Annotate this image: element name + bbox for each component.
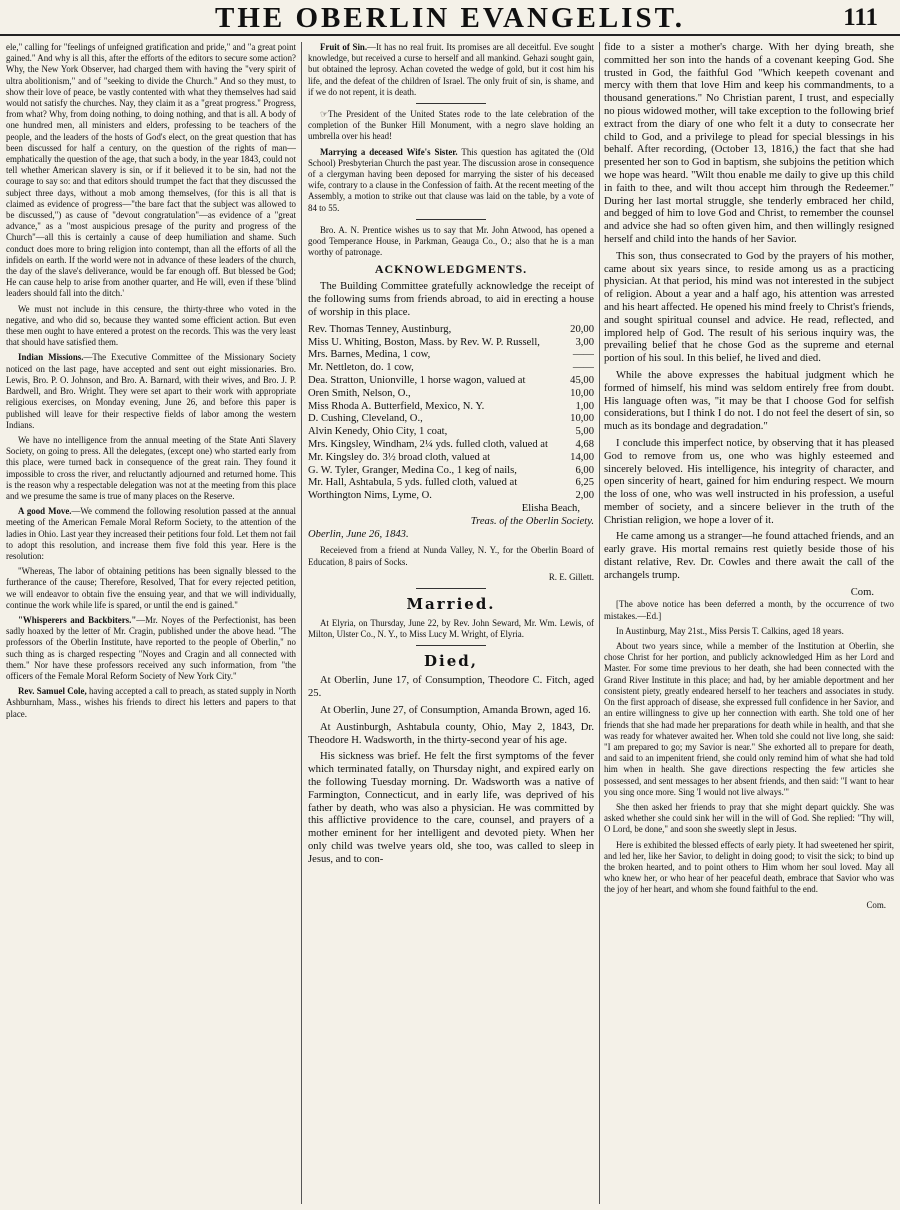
divider	[416, 645, 486, 646]
item-body: —The Executive Committee of the Missionary Society noticed on the last page, have accepted and sent out eight missionaries. Bro. Lewis, Bro. P. O. Johnson, and Bro. A. Barnard, with their wives, and Bro. J. P. Bardwell, and Bro. Wright. They were set apart to their work with appropriate religious exercises, on Monday evening, June 26, and before this paper is published will leave for their respective fields of labor among the western Indians.	[6, 352, 296, 430]
indian-missions-item	[6, 352, 296, 430]
donor-name: Rev. Thomas Tenney, Austinburg,	[308, 323, 452, 335]
obituary-text: His sickness was brief. He felt the first symptoms of the fever which terminated fatally, on Thursday night, and expired early on the following Tuesday morning. Dr. Wadsworth was a native of Farmington, Connecticut, and in early life, was deprived of his father by death, who was also a physician. He was committed by this afflictive providence to the care, counsel, and prayers of a mother eminent for her intelligent and devoted piety. When her only child was twelve years old, she too, was called to sleep in Jesus, and to con-	[308, 751, 594, 865]
column-rule	[301, 42, 302, 1204]
donation-amount: 10,00	[570, 413, 594, 425]
acknowledgment-entry	[308, 426, 594, 439]
item-body: —It has no real fruit. Its promises are all deceitful. Eve sought knowledge, but received a curse to herself and all mankind. Gehazi sought gain, but obtained the leprosy. Achan coveted the wedge of gold, but it cost him his life, and the defeat of the children of Israel. The only fruit of sin, is shame, and if we do not repent, it is death.	[308, 42, 594, 97]
acknowledgment-entry	[308, 490, 594, 503]
fruit-of-sin-item	[308, 42, 594, 98]
acknowledgment-entry	[308, 452, 594, 465]
calkins-notice-text: Here is exhibited the blessed effects of early piety. It had sweetened her spirit, and led her, like her Savior, to delight in doing good; to visit the sick; to bind up the broken hearted, and to point others to Him whom her soul loved. May all who knew her, or who hear of her peaceful death, embrace that Savior who was the joy of her heart, and whom she found faithful to the end.	[604, 839, 894, 895]
calkins-notice-text: About two years since, while a member of the Institution at Oberlin, she chose Christ for her portion, and publicly acknowledged Him as her Lord and Master. For some time previous to her death, she had been connected with the Grand River Institute in this place; and had, by her amiable deportment and her consistent piety, greatly endeared herself to her teachers and associates in study. On the first approach of disease, she expressed full confidence in her Savior, and an entire willingness to give up her connection with earth. She told one of her friends that she had made her preparations for death while in health, and that she was ready for whatever awaited her. When told she could not live long, she said: "I am prepared to go; my Savior is near." She exhorted all to prepare for death, and said to an impenitent friend, she could only remind him of what she had told him when in health. She gave directions respecting the few articles she possessed, and sent messages to her absent friends, and then said: "I want to hear you sing once more. Sing 'I would not live always.'"	[604, 641, 894, 797]
donation-amount: 10,00	[570, 387, 594, 399]
acknowledgment-entry	[308, 401, 594, 414]
acknowledgments-date: Oberlin, June 26, 1843.	[308, 528, 409, 540]
acknowledgment-entry	[308, 388, 594, 401]
socks-signature: R. E. Gillett.	[548, 571, 594, 582]
item-heading: Marrying a deceased Wife's Sister.	[320, 146, 458, 157]
item-heading: Indian Missions.	[18, 352, 84, 363]
item-heading: Rev. Samuel Cole,	[18, 686, 87, 697]
article-text: We must not include in this censure, the thirty-three who voted in the negative, and who did so, because they wanted some efficient action. But even these men ought to have entered a protest on the records. This was the very least that should have satisfied them.	[6, 303, 296, 348]
donation-amount: 14,00	[570, 451, 594, 463]
marriage-notice: At Elyria, on Thursday, June 22, by Rev. John Seward, Mr. Wm. Lewis, of Milton, Ulster Co., N. Y., to Miss Lucy M. Wright, of Elyria.	[308, 618, 594, 640]
donation-amount: ——	[572, 362, 594, 374]
newspaper-title: THE OBERLIN EVANGELIST.	[214, 2, 686, 34]
column-rule	[599, 42, 600, 1204]
item-body: —We commend the following resolution passed at the annual meeting of the American Female Moral Reform Society, to the attention of the ladies in Ohio. Last year they increased their petitions four fold. Let them not fail to adopt this resolution, and increase them five fold this year. Here is the resolution:	[6, 506, 296, 561]
item-heading: Bro. A. N. Prentice	[320, 224, 392, 235]
cole-item	[6, 686, 296, 720]
donation-amount: 20,00	[570, 323, 594, 335]
whisperers-item	[6, 615, 296, 682]
acknowledgment-entry	[308, 375, 594, 388]
treasurer-title: Treas. of the Oberlin Society.	[470, 515, 594, 527]
donation-amount: 1,00	[575, 400, 594, 412]
column-3	[604, 42, 894, 1204]
item-body: having accepted a call to preach, as stated supply in North Ashburnham, Mass., wishes his friends to direct his letters and papers to that place.	[6, 686, 296, 719]
item-body: The President of the United States rode to the late celebration of the completion of the Bunker Hill Monument, with a negro slave holding an umbrella over his head!	[308, 109, 594, 142]
page-number: 111	[843, 4, 878, 31]
donor-name: Mr. Hall, Ashtabula, 5 yds. fulled cloth, valued at	[308, 477, 518, 489]
donor-name: Mr. Kingsley do. 3½ broad cloth, valued at	[308, 451, 491, 463]
calkins-signature: Com.	[866, 899, 886, 910]
obituary-signature: Com.	[850, 586, 874, 598]
good-move-item	[6, 506, 296, 562]
treasurer-name: Elisha Beach,	[521, 503, 580, 514]
calkins-notice-text: She then asked her friends to pray that she might depart quickly. She was asked whether she could sink her will in the will of God. She replied: "Thy will, O Lord, be done," and soon she sweetly slept in Jesus.	[604, 801, 894, 835]
donor-name: Mrs. Kingsley, Windham, 2¼ yds. fulled cloth, valued at	[308, 439, 548, 451]
item-body: —Mr. Noyes of the Perfectionist, has been sadly hoaxed by the letter of Mr. Cragin, published under the above head. "The professors of the Oberlin Institute, have reported to the people of Oberlin," no such thing as is charged respecting "Noyes and Cragin and all connected with them." Nor have these professors received any such information, from "the officers of the Female Moral Reform Society of New York City."	[6, 614, 296, 681]
item-body: wishes us to say that Mr. John Atwood, has opened a good Temperance House, in Parkman, Geauga Co., O.; also that he is a man worthy of patronage.	[308, 224, 594, 258]
death-notice: At Oberlin, June 27, of Consumption, Amanda Brown, aged 16.	[320, 705, 591, 716]
donation-amount: ——	[572, 349, 594, 361]
editor-note: [The above notice has been deferred a month, by the occurrence of two mistakes.—Ed.]	[604, 599, 894, 621]
item-heading: A good Move.	[18, 506, 72, 517]
acknowledgments-intro: The Building Committee gratefully acknowledge the receipt of the following sums from friends abroad, to aid in erecting a house of worship in this place.	[308, 281, 594, 319]
donor-name: Dea. Stratton, Unionville, 1 horse wagon, valued at	[308, 375, 526, 387]
donation-amount: 45,00	[570, 375, 594, 387]
column-2	[308, 42, 594, 1204]
donor-name: Miss Rhoda A. Butterfield, Mexico, N. Y.	[308, 400, 485, 412]
calkins-notice-heading: In Austinburg, May 21st., Miss Persis T. Calkins, aged 18 years.	[616, 625, 844, 636]
donation-amount: 2,00	[575, 490, 594, 502]
marrying-item	[308, 147, 594, 214]
divider	[416, 219, 486, 220]
masthead	[0, 0, 900, 36]
donation-amount: 5,00	[575, 426, 594, 438]
divider	[416, 588, 486, 589]
president-item	[308, 109, 594, 143]
obituary-text: I conclude this imperfect notice, by observing that it has pleased God to remove from us, one who was highly esteemed and sincerely beloved. His intelligence, his integrity of character, and open sincerity of heart, gained for him enduring respect. We mourn the loss of one, who was well instructed in his profession, a useful member of society, and a sincere believer in the truth of the Christian religion, we hope a lover of it.	[604, 437, 894, 526]
acknowledgment-entry	[308, 465, 594, 478]
donation-amount: 6,00	[575, 464, 594, 476]
married-heading: Married.	[406, 595, 496, 613]
acknowledgment-entry	[308, 337, 594, 350]
article-text: ele," calling for "feelings of unfeigned gratification and pride," and "a great point gained." And why is all this, after the efforts of the editors to secure some action? Why, the New York Observer, had charged them with having the "very spirit of ultra abolitionism," and of "seeking to divide the Church." And so they must, to show their love of peace, be vastly contented with what they themselves had said would not satisfy the churches. Nay, they claim it as a "great progress." Progress, from what? Why, from doing nothing, to doing nothing, and that is all. A body of one hundred men, all ministers and elders, professing to be teachers of the people, and the leaders of the hosts of God's elect, on the great question that has been discussed for half a century, on the question of the rights of man—emphatically the question of the age, that such a body, in the year 1843, could not tell whether American slavery is sin, or if it believed it to be sin, had not the courage to say so: and that editors should trumpet the fact that they discussed the subject three days, without a mob among themselves, (for this is all that is claimed as evidence of progress—"the bare fact that the subject was allowed to be discussed,") as cause of "devout congratulation"—as evidence of a "great advance," as a "most auspicious presage of the purity and progress of the Church"—all this is certainly a cause of deep humiliation and shame. Such conduct does more to bring religion into contempt, than all the efforts of all the infidels on earth. If the world were not in advance of these leaders of the church, the day of the slave's deliverance, would be far enough off. But blessed be God; He can cause help to arise from another quarter, and He will, even if these 'blind leaders should fall into the ditch.'	[6, 42, 296, 299]
item-heading: "Whisperers and Backbiters."	[18, 614, 137, 625]
donor-name: Mrs. Barnes, Medina, 1 cow,	[308, 349, 431, 361]
obituary-text: This son, thus consecrated to God by the prayers of his mother, came about six years since, to reside among us as a practicing physician. At that period, his mind was not interested in the subject of religion. About a year and a half ago, his attention was arrested and his heart affected. He opened his mind freely to Christ's friends, and sought spiritual counsel and advice. He read, reflected, and implored help of God. The result of his serious inquiry was, the prevailing belief that he chose God as the supreme and eternal portion of his soul. In this belief, he lived and died.	[604, 250, 894, 365]
donor-name: Alvin Kenedy, Ohio City, 1 coat,	[308, 426, 448, 438]
donor-name: Mr. Nettleton, do. 1 cow,	[308, 362, 414, 374]
acknowledgment-entry	[308, 439, 594, 452]
prentice-item	[308, 225, 594, 259]
item-heading: Fruit of Sin.	[320, 42, 368, 52]
acknowledgment-entry	[308, 413, 594, 426]
death-notice: At Austinburgh, Ashtabula county, Ohio, May 2, 1843, Dr. Theodore H. Wadsworth, in the thirty-second year of his age.	[308, 721, 594, 746]
donor-name: D. Cushing, Cleveland, O.,	[308, 413, 423, 425]
pointing-hand-icon: ☞	[320, 109, 328, 120]
obituary-text: fide to a sister a mother's charge. With her dying breath, she committed her son into the hands of a covenant keeping God. She trusted in God, the faithful God "Which keepeth covenant and mercy with them that love Him and keep his commandments, to a thousand generations." No Christian parent, I trust, and especially no pious widowed mother, will take exception to the following brief extract from the diary of one who felt it a duty to consecrate her child to God, and a privilege to plead for special blessings in his behalf. After recording, (October 13, 1816,) the fact that she had presented her son to God in baptism, she subjoins the petition which we hope was heard. "Wilt thou enable me daily to give up this child in faith to thee, and wilt thou accept him through the Redeemer." During her last mortal struggle, she tenderly embraced her child, and begged of him to love God and Christ, to remember the counsel and advice she had so often given him, and then willingly resigned herself and child into the hands of her Savior.	[604, 42, 894, 245]
donor-name: Oren Smith, Nelson, O.,	[308, 387, 411, 399]
resolution-quote: "Whereas, The labor of obtaining petitions has been signally blessed to the furtherance of the cause; Therefore, Resolved, That for every rejected petition, we will endeavor to obtain five the ensuing year, and that we will individually, continue the work while life is spared, or until the end is gained."	[6, 566, 296, 610]
obituary-text: While the above expresses the habitual judgment which he formed of himself, his mind was seldom entirely free from doubt. His language often was, "it may be that I choose God for selfish considerations, but I think I do not. I do not feel the desert of sin, so much as its bondage and degradation."	[604, 369, 894, 433]
socks-notice: Receieved from a friend at Nunda Valley, N. Y., for the Oberlin Board of Education, 8 pairs of Socks.	[308, 545, 594, 567]
column-1	[6, 42, 296, 1204]
obituary-text: He came among us a stranger—he found attached friends, and an early grave. His mortal remains rest quietly beside those of his distant relative, Rev. Dr. Cowles and there await the call of the archangels trump.	[604, 531, 894, 581]
donation-amount: 4,68	[575, 439, 594, 451]
donor-name: Worthington Nims, Lyme, O.	[308, 490, 432, 502]
died-heading: Died,	[424, 652, 478, 671]
acknowledgments-heading: ACKNOWLEDGMENTS.	[374, 262, 528, 277]
acknowledgment-entry	[308, 324, 594, 337]
article-text: We have no intelligence from the annual meeting of the State Anti Slavery Society, on going to press. All the delegates, (except one) who started early from this place, were turned back in consequence of the great rain. They found it impossible to cross the river, and reluctantly adjourned and returned home. This is the reason why a respectable delegation was not at the meeting from this place and we presume the same is true of many places on the Reserve.	[6, 434, 296, 501]
acknowledgments-list	[308, 324, 594, 503]
divider	[416, 103, 486, 104]
item-body: This question has agitated the (Old School) Presbyterian Church the past year. The discussion arose in consequence of a clergyman having been deposed for marrying the sister of his deceased wife, contrary to a clause in the Confession of faith. At the recent meeting of the Assembly, a motion to strike out that clause was laid on the table, by a vote of 84 to 55.	[308, 146, 594, 213]
acknowledgment-entry	[308, 362, 594, 375]
death-notice: At Oberlin, June 17, of Consumption, Theodore C. Fitch, aged 25.	[308, 675, 594, 700]
acknowledgment-entry	[308, 477, 594, 490]
donation-amount: 3,00	[575, 336, 594, 348]
donor-name: Miss U. Whiting, Boston, Mass. by Rev. W. P. Russell,	[308, 336, 540, 348]
donation-amount: 6,25	[575, 477, 594, 489]
donor-name: G. W. Tyler, Granger, Medina Co., 1 keg of nails,	[308, 464, 517, 476]
acknowledgment-entry	[308, 349, 594, 362]
